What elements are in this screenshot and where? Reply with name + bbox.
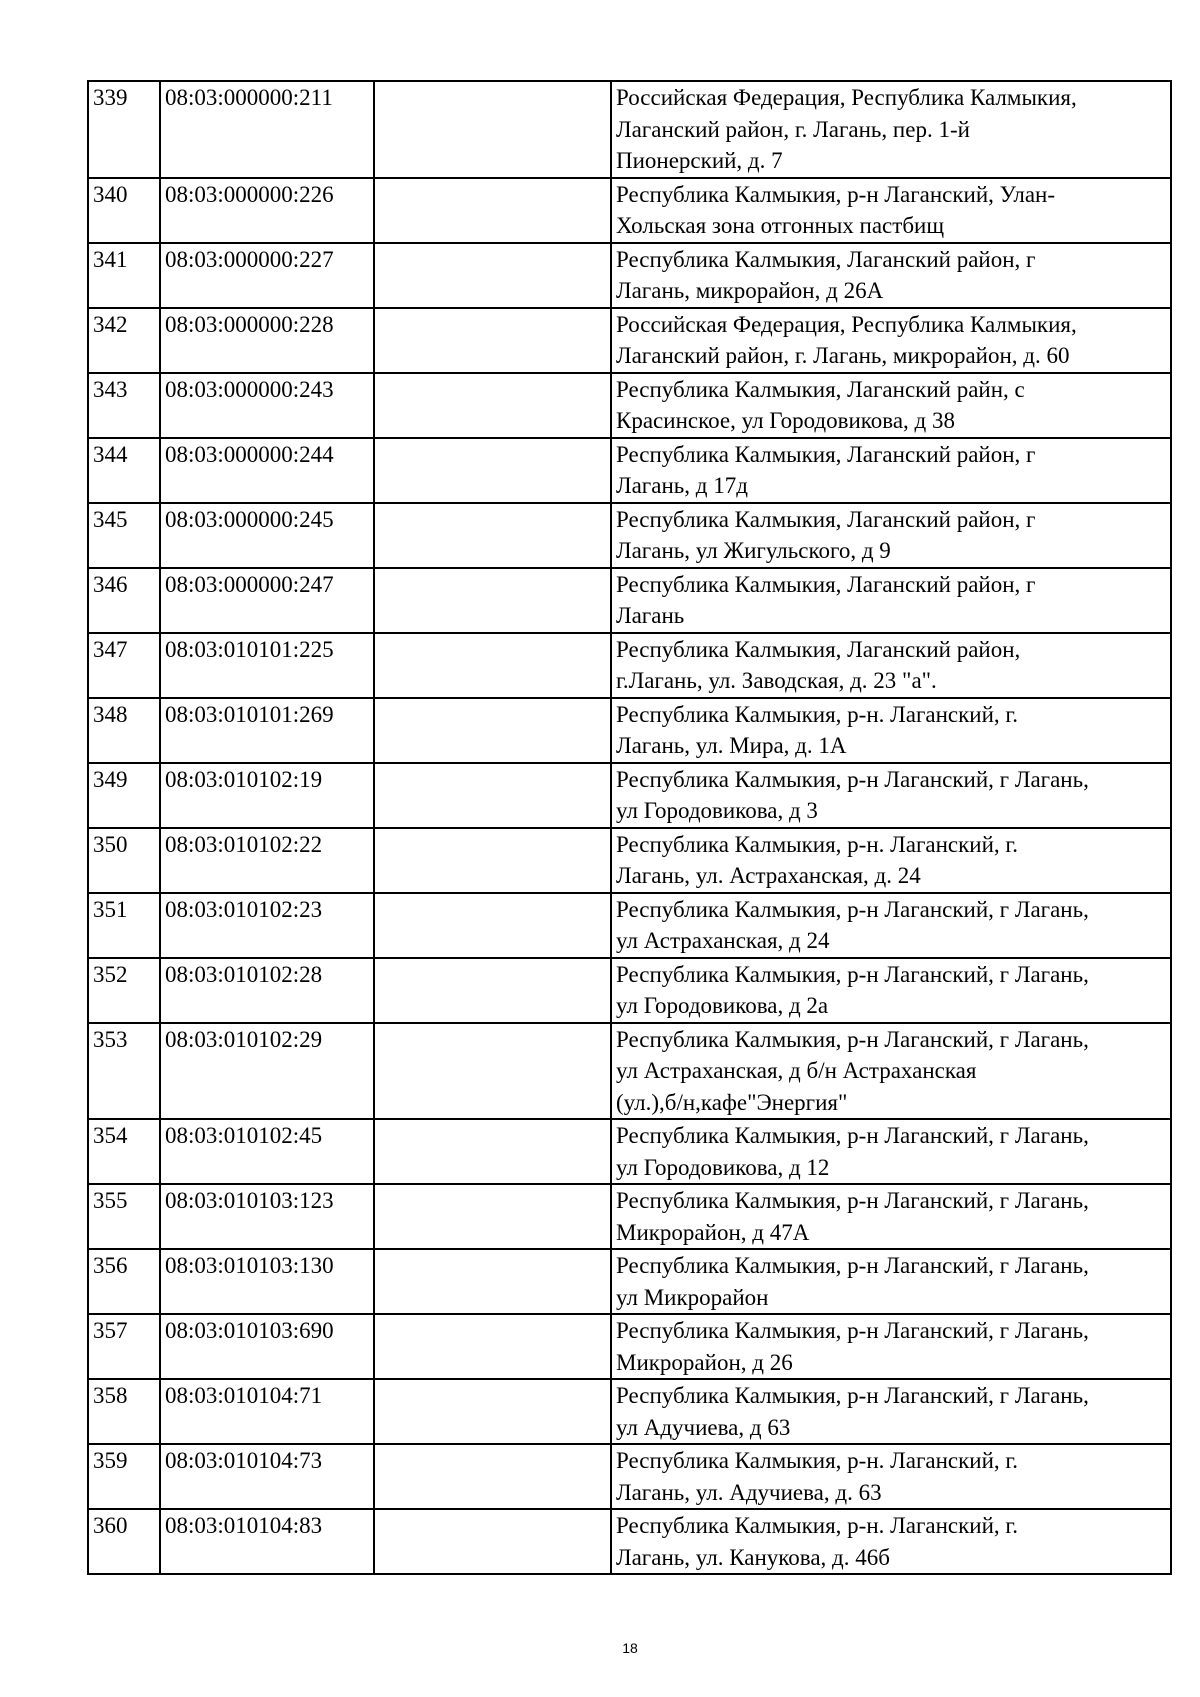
page-number: 18 [622, 1640, 638, 1656]
table-row [88, 503, 1171, 568]
address-cell: Республика Калмыкия, р-н. Лаганский, г. Лагань, ул. Астраханская, д. 24 [611, 828, 1171, 893]
row-number-cell: 351 [88, 893, 160, 958]
empty-cell [374, 1023, 611, 1120]
row-number-cell: 353 [88, 1023, 160, 1120]
property-registry-table [87, 80, 1172, 1575]
cadastral-number-cell: 08:03:010104:83 [160, 1509, 374, 1574]
table-row [88, 373, 1171, 438]
address-cell: Российская Федерация, Республика Калмыкия, Лаганский район, г. Лагань, микрорайон, д. 60 [611, 308, 1171, 373]
cadastral-number-cell: 08:03:010102:23 [160, 893, 374, 958]
row-number-cell: 342 [88, 308, 160, 373]
empty-cell [374, 1314, 611, 1379]
address-cell: Республика Калмыкия, Лаганский район, г.Лагань, ул. Заводская, д. 23 "а". [611, 633, 1171, 698]
empty-cell [374, 763, 611, 828]
empty-cell [374, 958, 611, 1023]
row-number-cell: 352 [88, 958, 160, 1023]
empty-cell [374, 1379, 611, 1444]
empty-cell [374, 1444, 611, 1509]
cadastral-number-cell: 08:03:010102:28 [160, 958, 374, 1023]
address-cell: Республика Калмыкия, р-н Лаганский, г Лагань, ул Адучиева, д 63 [611, 1379, 1171, 1444]
cadastral-number-cell: 08:03:000000:245 [160, 503, 374, 568]
table-row [88, 893, 1171, 958]
row-number-cell: 346 [88, 568, 160, 633]
row-number-cell: 343 [88, 373, 160, 438]
address-cell: Республика Калмыкия, Лаганский район, г Лагань, микрорайон, д 26А [611, 243, 1171, 308]
row-number-cell: 345 [88, 503, 160, 568]
table-row [88, 438, 1171, 503]
address-cell: Республика Калмыкия, р-н. Лаганский, г. Лагань, ул. Мира, д. 1А [611, 698, 1171, 763]
address-cell: Республика Калмыкия, р-н Лаганский, г Лагань, ул Астраханская, д 24 [611, 893, 1171, 958]
address-cell: Республика Калмыкия, р-н Лаганский, г Лагань, ул Астраханская, д б/н Астраханская (ул.),б/н,кафе"Энергия" [611, 1023, 1171, 1120]
table-row [88, 1249, 1171, 1314]
table-row [88, 958, 1171, 1023]
empty-cell [374, 568, 611, 633]
cadastral-number-cell: 08:03:000000:211 [160, 81, 374, 178]
empty-cell [374, 81, 611, 178]
row-number-cell: 357 [88, 1314, 160, 1379]
cadastral-number-cell: 08:03:000000:228 [160, 308, 374, 373]
table-row [88, 1023, 1171, 1120]
table-row [88, 243, 1171, 308]
table-row [88, 1509, 1171, 1574]
empty-cell [374, 698, 611, 763]
address-cell: Российская Федерация, Республика Калмыкия, Лаганский район, г. Лагань, пер. 1-й Пионерский, д. 7 [611, 81, 1171, 178]
empty-cell [374, 308, 611, 373]
cadastral-number-cell: 08:03:000000:244 [160, 438, 374, 503]
row-number-cell: 347 [88, 633, 160, 698]
address-cell: Республика Калмыкия, Лаганский район, г Лагань, ул Жигульского, д 9 [611, 503, 1171, 568]
cadastral-number-cell: 08:03:000000:247 [160, 568, 374, 633]
address-cell: Республика Калмыкия, р-н Лаганский, г Лагань, ул Городовикова, д 3 [611, 763, 1171, 828]
address-cell: Республика Калмыкия, р-н Лаганский, г Лагань, ул Городовикова, д 2а [611, 958, 1171, 1023]
cadastral-number-cell: 08:03:010104:73 [160, 1444, 374, 1509]
row-number-cell: 360 [88, 1509, 160, 1574]
cadastral-number-cell: 08:03:010102:19 [160, 763, 374, 828]
cadastral-number-cell: 08:03:010103:690 [160, 1314, 374, 1379]
empty-cell [374, 828, 611, 893]
address-cell: Республика Калмыкия, р-н Лаганский, г Лагань, Микрорайон, д 47А [611, 1184, 1171, 1249]
row-number-cell: 356 [88, 1249, 160, 1314]
address-cell: Республика Калмыкия, р-н Лаганский, г Лагань, ул Городовикова, д 12 [611, 1119, 1171, 1184]
row-number-cell: 355 [88, 1184, 160, 1249]
table-row [88, 1119, 1171, 1184]
address-cell: Республика Калмыкия, Лаганский район, г Лагань [611, 568, 1171, 633]
empty-cell [374, 1509, 611, 1574]
address-cell: Республика Калмыкия, Лаганский райн, с Красинское, ул Городовикова, д 38 [611, 373, 1171, 438]
address-cell: Республика Калмыкия, Лаганский район, г Лагань, д 17д [611, 438, 1171, 503]
cadastral-number-cell: 08:03:010101:269 [160, 698, 374, 763]
empty-cell [374, 438, 611, 503]
row-number-cell: 340 [88, 178, 160, 243]
empty-cell [374, 503, 611, 568]
row-number-cell: 339 [88, 81, 160, 178]
cadastral-number-cell: 08:03:010102:29 [160, 1023, 374, 1120]
cadastral-number-cell: 08:03:010101:225 [160, 633, 374, 698]
cadastral-number-cell: 08:03:000000:226 [160, 178, 374, 243]
empty-cell [374, 893, 611, 958]
table-row [88, 698, 1171, 763]
row-number-cell: 354 [88, 1119, 160, 1184]
row-number-cell: 350 [88, 828, 160, 893]
cadastral-number-cell: 08:03:010103:123 [160, 1184, 374, 1249]
address-cell: Республика Калмыкия, р-н Лаганский, г Лагань, ул Микрорайон [611, 1249, 1171, 1314]
cadastral-number-cell: 08:03:010104:71 [160, 1379, 374, 1444]
row-number-cell: 341 [88, 243, 160, 308]
cadastral-number-cell: 08:03:010102:22 [160, 828, 374, 893]
address-cell: Республика Калмыкия, р-н. Лаганский, г. Лагань, ул. Адучиева, д. 63 [611, 1444, 1171, 1509]
address-cell: Республика Калмыкия, р-н Лаганский, Улан- Хольская зона отгонных пастбищ [611, 178, 1171, 243]
row-number-cell: 348 [88, 698, 160, 763]
registry-table-body [88, 81, 1171, 1574]
cadastral-number-cell: 08:03:000000:227 [160, 243, 374, 308]
empty-cell [374, 1249, 611, 1314]
row-number-cell: 358 [88, 1379, 160, 1444]
table-row [88, 1184, 1171, 1249]
empty-cell [374, 1119, 611, 1184]
table-row [88, 1444, 1171, 1509]
table-row [88, 178, 1171, 243]
table-row [88, 763, 1171, 828]
cadastral-number-cell: 08:03:000000:243 [160, 373, 374, 438]
empty-cell [374, 1184, 611, 1249]
row-number-cell: 359 [88, 1444, 160, 1509]
table-row [88, 308, 1171, 373]
cadastral-number-cell: 08:03:010102:45 [160, 1119, 374, 1184]
address-cell: Республика Калмыкия, р-н Лаганский, г Лагань, Микрорайон, д 26 [611, 1314, 1171, 1379]
table-row [88, 1314, 1171, 1379]
empty-cell [374, 633, 611, 698]
empty-cell [374, 243, 611, 308]
empty-cell [374, 178, 611, 243]
table-row [88, 568, 1171, 633]
cadastral-number-cell: 08:03:010103:130 [160, 1249, 374, 1314]
row-number-cell: 344 [88, 438, 160, 503]
table-row [88, 81, 1171, 178]
row-number-cell: 349 [88, 763, 160, 828]
table-row [88, 1379, 1171, 1444]
address-cell: Республика Калмыкия, р-н. Лаганский, г. Лагань, ул. Канукова, д. 46б [611, 1509, 1171, 1574]
table-row [88, 828, 1171, 893]
table-row [88, 633, 1171, 698]
empty-cell [374, 373, 611, 438]
